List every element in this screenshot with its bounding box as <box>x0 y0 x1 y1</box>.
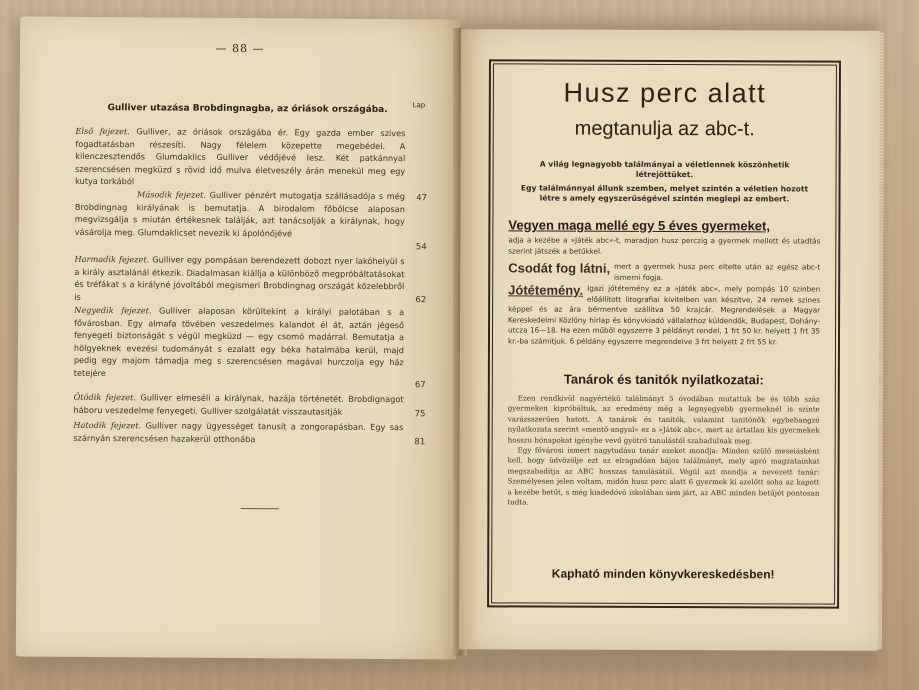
benefit-block <box>508 283 820 348</box>
chapter-heading: Harmadik fejezet. <box>74 253 150 265</box>
lap-label: Lap <box>412 101 426 110</box>
offer-text: adja a kezébe a »Játék abc«-t, maradjon husz perczig a gyermek mellett és utadtás szerint játszék a betűkkel. <box>508 235 821 256</box>
wonder-heading: Csodát fog látni, <box>508 260 611 276</box>
chapter-page-ref: 54 <box>415 242 427 253</box>
chapter-entry <box>75 125 405 190</box>
chapter-page-ref: 67 <box>414 380 426 391</box>
chapter-heading: Ötödik fejezet. <box>73 391 137 403</box>
benefit-text: Igazi jótétemény ez a »Játék abc«, mely pompás 10 szinben előállított litografiai kivitelben van készitve, 24 remek szines képpel és az ára bérmentve szállitva 50 krajcár. Megrendelések a Magyar Kereskedelmi Közlöny hirlap és könyvkiadó vállalathoz küldendők, Budapest, Dohány-utcza 16—18. Ha ezen műből egyszerre 3 példányt rendel, 1 frt 50 kr. helyett 1 frt 35 kr.-ba számitjuk. 6 példány egyszerre megrendelve 3 frt helyett 2 frt 55 kr. <box>507 283 821 347</box>
chapter-page-ref: 75 <box>414 409 426 420</box>
section-title: Gulliver utazása Brobdingnagba, az óriások országába. <box>107 103 388 116</box>
chapter-text: Gulliver, az óriások országába ér. Egy gazda ember szives fogadtatásban részesíti. Nagy félelem közepette megebédel. A kilenczesztendős Glumdaklics Gulliver védőjévé lesz. Két patkánnyal szerencsésen megküzd s rövid idő mulva életveszély árán menekül meg egy kutya torkából <box>75 126 406 187</box>
advertisement-frame <box>487 59 841 608</box>
right-page <box>459 29 881 650</box>
chapter-entry <box>73 419 403 446</box>
chapter-text: Gulliver alaposan körültekint a királyi palotában s a fővárosban. Egy almafa tövében veszedelmes kalandot él át, aztán jégeső fenyegeti biztonságát s végül megküzd — egy csomó madárral. Bemutatja a hölgyeknek evezési tudományát s ezalatt egy béka hatalmába kerül, majd pedig egy majom támadja meg s szerencsésen magával hurczolja egy ház tetejére <box>73 305 405 379</box>
chapter-text: Gulliver egy pompásan berendezett dobozt nyer lakóhelyül s a király asztalánál étkezik. Diadalmasan kiállja a különböző megpróbáltatásokat és tréfákat s a királyné jóvoltából megismeri Brobdingnag országát közelebbről is <box>74 254 405 302</box>
chapter-entry <box>75 188 405 241</box>
testimonials <box>507 393 819 509</box>
ad-intro-2: Egy találmánnyal állunk szemben, melyet szintén a véletlen hozott létre s amely egyszerűségével szintén meglepi az embert. <box>520 183 809 204</box>
chapter-entry <box>74 253 404 306</box>
benefit-heading: Jótétemény. <box>508 282 584 298</box>
offer-heading: Vegyen maga mellé egy 5 éves gyermeket, <box>508 217 771 234</box>
chapter-heading: Második fejezet. <box>136 189 207 200</box>
chapter-heading: Első fejezet. <box>75 125 130 137</box>
chapter-page-ref: 62 <box>415 295 427 306</box>
left-page <box>16 16 460 659</box>
chapter-page-ref: 47 <box>416 193 428 204</box>
chapter-entry <box>73 391 403 418</box>
chapter-heading: Negyedik fejezet. <box>74 304 152 316</box>
wonder-block <box>508 261 820 283</box>
chapter-heading: Hatodik fejezet. <box>73 419 142 431</box>
ad-intro-1: A világ legnagyobb találmányai a véletlennek köszönhetik létrejöttüket. <box>539 159 790 180</box>
wonder-text: mert a gyermek husz perc eltelte után az egész abc-t ismerni fogja. <box>614 261 821 282</box>
chapter-text: Gulliver pénzért mutogatja szállásadója s még Brobdingnag királyának is bemutatja. A birodalom főbölcse alaposan megvizsgálja s miután értékesnek találják, azt tanácsolják a királynak, hogy vásárolja meg. Glumdaklicset nevezik ki ápolónőjévé <box>74 189 406 239</box>
ad-headline: Husz perc alatt <box>563 77 767 109</box>
testimony-2: Egy fővárosi ismert nagytudásu tanár ezeket mondja: Minden szülő meseiásként kell, hogy üdvözölje ezt az elragadóan bájos találmányt, mely apró magzatainkat megszabadítja az ABC hosszas tanulásától. Végül azt mondja a nevezett tanár: Személyesen jelen voltam, midőn husz perc alatt 6 gyermek ki azelőtt soha az kapott a kezébe betűt, s még kiadedóvó iskolában sem járt, az ABC minden betűjét pontosan tudta. <box>507 445 820 507</box>
page-number: — 88 — <box>215 41 265 56</box>
testimonials-title: Tanárok és tanitók nyilatkozatai: <box>563 371 764 388</box>
ad-subheadline: megtanulja az abc-t. <box>574 117 755 141</box>
page-edges <box>878 33 884 649</box>
chapter-text: Gulliver elmeséli a királynak, hazája történetét. Brobdignagot háboru veszedelme fenyegeti. Gulliver szolgálatát visszautasitják <box>73 392 404 417</box>
testimony-1: Ezen rendkivül nagyértékű találmányt 5 óvodában mutattuk be és több száz gyermeken kipróbáltuk, az eredmény még a legnyegyebb gyermeknél is szinte varázsszerűen hatott. A tanárok és tanitók, valamint tanitónők egybehangzó nyilatkozata szerint »mentő-angyal« ez a »Játék abc«, mert az ártatlan kis gyermekek hosszu hónapokat igénybe vevő gyötrő tanulástól szabadulnak meg. <box>507 393 820 445</box>
divider-rule <box>241 508 279 509</box>
chapter-text: Gulliver nagy ügyességet tanusít a zongorapásban. Egy sas szárnyán szerencsésen hazakerül otthonába <box>73 420 404 444</box>
chapter-entry <box>74 304 405 382</box>
ad-footer: Kapható minden könyvkereskedésben! <box>551 566 775 582</box>
chapter-page-ref: 81 <box>414 437 426 448</box>
